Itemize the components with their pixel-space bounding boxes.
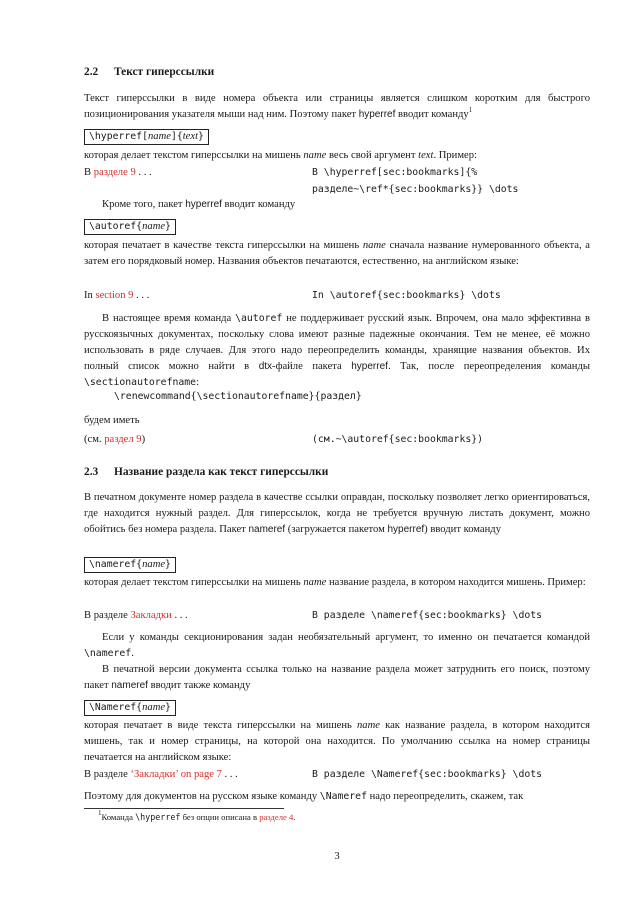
section-heading-2-2: 2.2 Текст гиперссылки — [84, 66, 215, 78]
code-renewcommand: \renewcommand{\sectionautorefname}{раздел} — [114, 391, 362, 402]
link-section-9[interactable]: разделе 9 — [93, 167, 136, 178]
command-box-Nameref: \Nameref{name} — [84, 700, 176, 716]
footnote: $^1$Команда \hyperref без опции описана в разделе 4. — [98, 809, 296, 822]
link-section-9-en[interactable]: section 9 — [95, 290, 134, 301]
link-zakladki-page[interactable]: ‘Закладки’ on page 7 — [130, 769, 222, 780]
example-autoref: In section 9 . . . In \autoref{sec:bookmarks} \dots — [84, 290, 501, 301]
example-Nameref: В разделе ‘Закладки’ on page 7 . . . B разделе \Nameref{sec:bookmarks} \dots — [84, 769, 543, 780]
command-box-autoref: \autoref{name} — [84, 219, 176, 235]
footnote-rule — [84, 808, 284, 809]
example-nameref: В разделе Закладки . . . B разделе \nameref{sec:bookmarks} \dots — [84, 610, 543, 621]
page-number: 3 — [334, 851, 340, 862]
paragraph: В печатной версии документа ссылка только на название раздела может затруднить его поиск, поэтому пакет nameref вводит также команду — [84, 664, 590, 691]
paragraph: которая печатает в качестве текста гиперссылки на мишень name сначала название нумерованного объекта, а затем его порядковый номер. Названия объектов печатаются, естественно, на английском языке: — [84, 240, 590, 267]
paragraph: Текст гиперссылки в виде номера объекта или страницы является слишком коротким для быстрого позиционирования указателя мыши над ним. Поэтому пакет hyperref вводит команду$^1$ — [84, 93, 590, 120]
paragraph: Кроме того, пакет hyperref вводит команду — [102, 199, 296, 210]
footnote-mark[interactable]: 1 — [468, 106, 473, 114]
paragraph: В печатном документе номер раздела в качестве ссылки оправдан, поскольку позволяет легко ориентироваться, где находится нужный раздел. Для гиперссылок, когда не требуется вручную листать документ, можно обойтись без номера раздела. Пакет nameref (загружается пакетом hyperref) вводит команду — [84, 492, 590, 535]
command-box-nameref: \nameref{name} — [84, 557, 176, 573]
paragraph: которая делает текстом гиперссылки на мишень name название раздела, в котором находится мишень. Пример: — [84, 577, 586, 588]
example-hyperref: В разделе 9 . . . B \hyperref[sec:bookmarks]{% разделе~\ref*{sec:bookmarks}} \dots — [84, 167, 519, 195]
section-heading-2-3: 2.3 Название раздела как текст гиперссылки — [84, 466, 329, 478]
link-razdel-9[interactable]: раздел 9 — [104, 434, 142, 445]
paragraph: Поэтому для документов на русском языке команду \Nameref надо переопределить, скажем, так — [84, 791, 524, 802]
paragraph: В настоящее время команда \autoref не поддерживает русский язык. Впрочем, она мало эффективна в русскоязычных документах, поскольку слова имеют разные падежные окончания. Тем не менее, её можно использовать в ряде случаев. Для этого надо переопределить команды, хранящие названия объектов. Их полный список можно найти в dtx-файле пакета hyperref. Так, после переопределения команды \sectionautorefname: — [84, 313, 590, 388]
paragraph: будем иметь — [84, 415, 140, 426]
example-autoref-ru: (см. раздел 9) (см.~\autoref{sec:bookmarks}) — [84, 434, 484, 445]
paragraph: которая печатает в виде текста гиперссылки на мишень name как название раздела, в котором находится мишень, так и номер страницы, на которой она находится. По умолчанию ссылка на номер страницы печатается на английском языке: — [84, 720, 590, 763]
link-zakladki[interactable]: Закладки — [130, 610, 172, 621]
paragraph: Если у команды секционирования задан необязательный аргумент, то именно он печатается командой \nameref. — [84, 632, 590, 659]
command-box-hyperref: \hyperref[name]{text} — [84, 129, 209, 145]
link-razdel-4[interactable]: разделе 4 — [259, 812, 294, 822]
paragraph: которая делает текстом гиперссылки на мишень name весь свой аргумент text. Пример: — [84, 150, 477, 161]
